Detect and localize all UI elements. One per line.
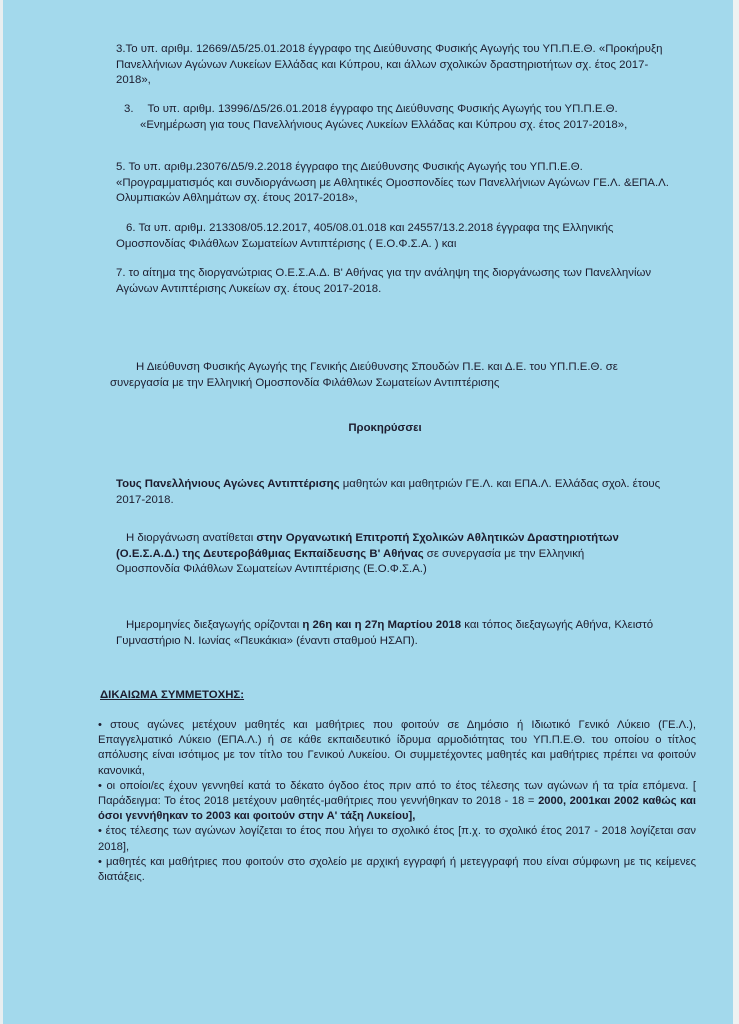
games-paragraph: [116, 477, 706, 508]
eligibility-heading: ΔΙΚΑΙΩΜΑ ΣΥΜΜΕΤΟΧΗΣ:: [100, 689, 245, 701]
reference-item-3b: [124, 102, 684, 133]
page-edge-right: [733, 0, 739, 1024]
eligibility-item-2: • οι οποίοι/ες έχουν γεννηθεί κατά το δέκατο όγδοο έτος πριν από το έτος τέλεσης των αγώνων ή τα τρία επόμενα. [ Παράδειγμα: Το έτος 2018 μετέχουν μαθητές-μαθήτριες που γεννήθηκαν το 2018 - 18 =: [98, 779, 696, 808]
intro-line2: συνεργασία με την Ελληνική Ομοσπονδία Φιλάθλων Σωματείων Αντιπτέρισης: [110, 376, 500, 389]
ref3b-line1: Το υπ. αριθμ. 13996/Δ5/26.01.2018 έγγραφο της Διεύθυνσης Φυσικής Αγωγής του ΥΠ.Π.Ε.Θ.: [147, 103, 618, 115]
dates-rest: και τόπος διεξαγωγής Αθήνα, Κλειστό: [461, 619, 654, 631]
intro-paragraph: [110, 360, 700, 391]
dates-paragraph: [116, 618, 706, 649]
org-oesad: (Ο.Ε.Σ.Α.Δ.) της Δευτεροβάθμιας Εκπαίδευσης Β' Αθήνας: [116, 547, 424, 560]
ref6-line2: Ομοσπονδίας Φιλάθλων Σωματείων Αντιπτέρισης ( Ε.Ο.Φ.Σ.Α. ) και: [116, 237, 457, 250]
reference-item-6: [116, 221, 696, 252]
eligibility-item-1: • στους αγώνες μετέχουν μαθητές και μαθήτριες που φοιτούν σε Δημόσιο ή Ιδιωτικό Γενικό Λύκειο (ΓΕ.Λ.), Επαγγελματικό Λύκειο (ΕΠΑ.Λ.) ή σε κάθε εκπαιδευτικό ίδρυμα αρμοδιότητας του ΥΠ.Π.Ε.Θ. του οποίου ο τίτλος απόλυσης είναι ισότιμος με τον τίτλο του Γενικού Λυκείου. Οι συμμετέχοντες μαθητές και μαθήτριες πρέπει να φοιτούν κανονικά,: [98, 719, 696, 777]
organization-paragraph: [116, 531, 706, 578]
games-title: Τους Πανελλήνιους Αγώνες Αντιπτέρισης: [116, 478, 340, 490]
org-committee: στην Οργανωτική Επιτροπή Σχολικών Αθλητικών Δραστηριοτήτων: [256, 532, 619, 544]
games-line2: 2017-2018.: [116, 493, 174, 506]
ref3a-line2: Πανελλήνιων Αγώνων Λυκείων Ελλάδας και Κύπρου, και άλλων σχολικών δραστηριοτήτων σχ. έτος 2017-: [116, 58, 649, 71]
org-pre: Η διοργάνωση ανατίθεται: [126, 532, 257, 544]
org-rest: σε συνεργασία με την Ελληνική: [423, 547, 585, 560]
eligibility-item-2-bold: 2000, 2001και 2002 καθώς και όσοι γεννήθηκαν το 2003 και φοιτούν στην Α' τάξη Λυκείου],: [98, 795, 697, 823]
ref7-line1: 7. το αίτημα της διοργανώτριας Ο.Ε.Σ.Α.Δ. Β' Αθήνας για την ανάληψη της διοργάνωσης των Πανελληνίων: [116, 267, 652, 279]
dates-pre: Ημερομηνίες διεξαγωγής ορίζονται: [126, 619, 303, 631]
ref7-line2: Αγώνων Αντιπτέρισης Λυκείων σχ. έτους 2017-2018.: [116, 282, 382, 295]
ref3a-line3: 2018»,: [116, 74, 151, 86]
ref3a-line1: 3.Το υπ. αριθμ. 12669/Δ5/25.01.2018 έγγραφο της Διεύθυνσης Φυσικής Αγωγής του ΥΠ.Π.Ε.Θ. «Προκήρυξη: [116, 43, 663, 55]
ref6-line1: 6. Τα υπ. αριθμ. 213308/05.12.2017, 405/08.01.018 και 24557/13.2.2018 έγγραφα της Ελληνικής: [126, 222, 614, 234]
dates-line2: Γυμναστήριο Ν. Ιωνίας «Πευκάκια» (έναντι σταθμού ΗΣΑΠ).: [116, 634, 418, 647]
eligibility-item-4: • μαθητές και μαθήτριες που φοιτούν στο σχολείο με αρχική εγγραφή ή μετεγγραφή που είναι σύμφωνη με τις κείμενες διατάξεις.: [98, 855, 696, 884]
dates-days: η 26η και η 27η Μαρτίου 2018: [302, 619, 462, 631]
reference-item-7: [116, 266, 696, 297]
proclaims-heading: Προκηρύσσει: [348, 422, 422, 434]
org-line3: Ομοσπονδία Φιλάθλων Σωματείων Αντιπτέρισης (Ε.Ο.Φ.Σ.Α.): [116, 563, 427, 575]
eligibility-item-3: • έτος τέλεσης των αγώνων λογίζεται το έτος που λήγει το σχολικό έτος [π.χ. το σχολικό έτος 2017 - 2018 λογίζεται σαν 2018],: [98, 825, 696, 853]
games-rest: μαθητών και μαθητριών ΓΕ.Λ. και ΕΠΑ.Λ. Ελλάδας σχολ. έτους: [339, 478, 661, 490]
intro-line1: Η Διεύθυνση Φυσικής Αγωγής της Γενικής Διεύθυνσης Σπουδών Π.Ε. και Δ.Ε. του ΥΠ.Π.Ε.Θ. σε: [136, 361, 618, 373]
ref5-line1: 5. Το υπ. αριθμ.23076/Δ5/9.2.2018 έγγραφο της Διεύθυνσης Φυσικής Αγωγής του ΥΠ.Π.Ε.Θ.: [116, 161, 583, 173]
ref3b-line2: «Ενημέρωση για τους Πανελλήνιους Αγώνες Λυκείων Ελλάδας και Κύπρου σχ. έτος 2017-2018»,: [140, 118, 628, 131]
ref5-line2: «Προγραμματισμός και συνδιοργάνωση με Αθλητικές Ομοσπονδίες των Πανελλήνιων Αγώνων ΓΕ.Λ. &ΕΠΑ.Λ.: [116, 176, 669, 189]
reference-item-5: [116, 160, 696, 207]
page-edge-left: [0, 0, 3, 1024]
reference-item-3a: [116, 42, 684, 89]
eligibility-list: [98, 718, 696, 885]
ref5-line3: Ολυμπιακών Αθλημάτων σχ. έτους 2017-2018»,: [116, 192, 358, 204]
ref3b-number: 3.: [124, 103, 134, 115]
